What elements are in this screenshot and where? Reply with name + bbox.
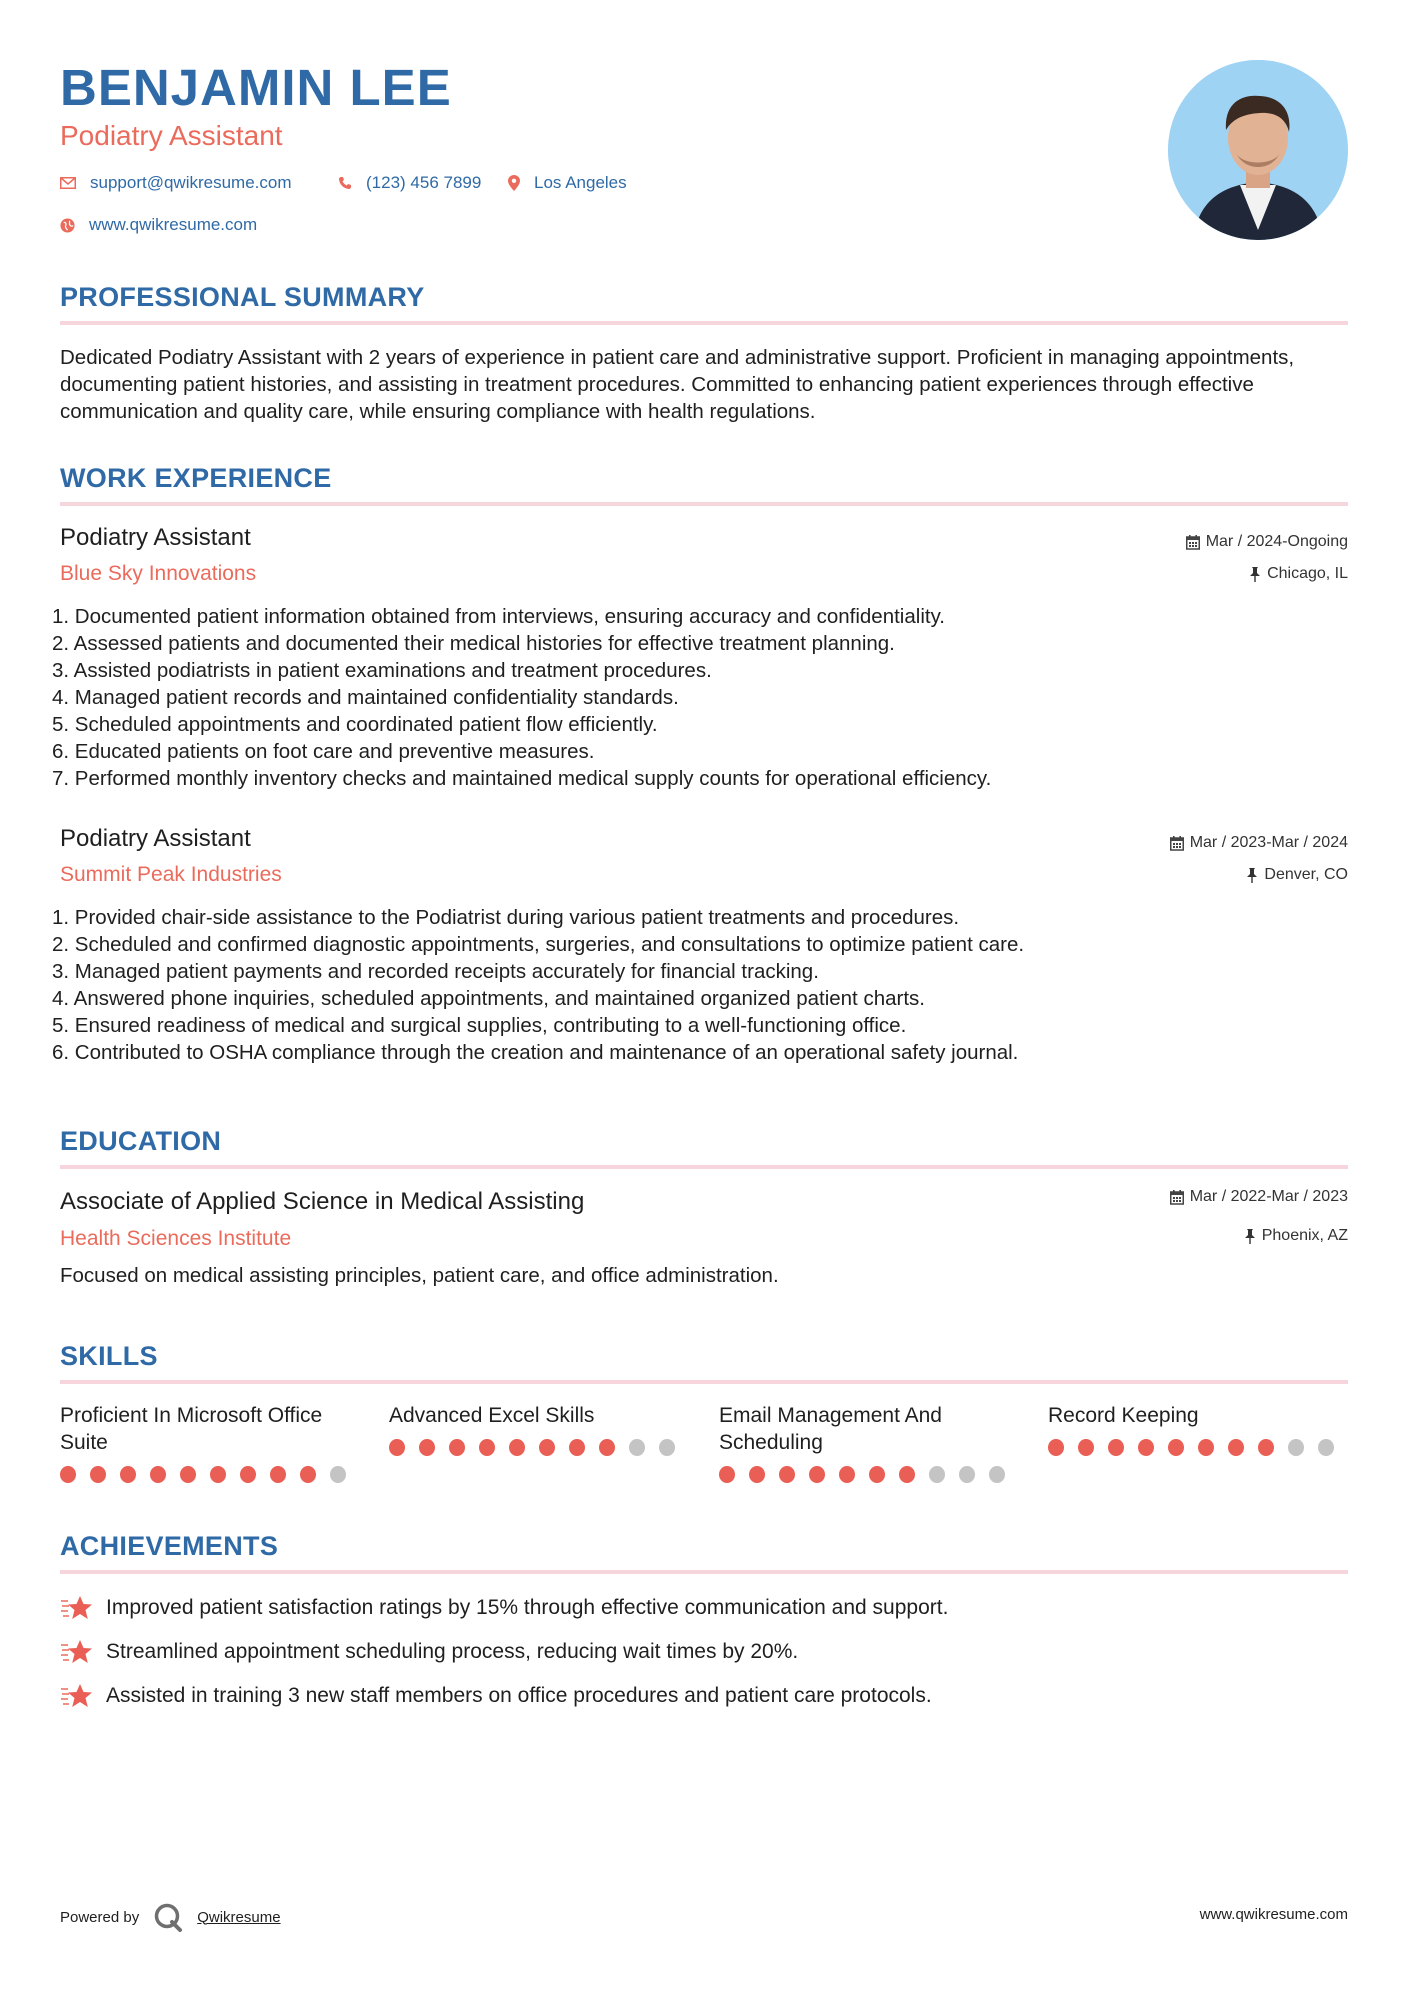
rating-dot-filled [1108, 1439, 1124, 1456]
list-item: 5. Ensured readiness of medical and surgical supplies, contributing to a well-functioning office. [52, 1014, 907, 1037]
skill-item [60, 1402, 360, 1483]
star-icon [60, 1637, 94, 1667]
globe-icon [60, 218, 75, 233]
rating-dot-filled [300, 1466, 316, 1483]
location-text: Los Angeles [534, 173, 627, 192]
rating-dot-filled [869, 1466, 885, 1483]
summary-heading: PROFESSIONAL SUMMARY [60, 282, 425, 312]
rating-dot-filled [839, 1466, 855, 1483]
skill-rating [60, 1466, 360, 1483]
skill-name: Email Management And Scheduling [719, 1404, 942, 1454]
rating-dot-empty [659, 1439, 675, 1456]
education-heading: EDUCATION [60, 1126, 222, 1156]
skill-rating [1048, 1439, 1348, 1456]
pushpin-icon [1244, 1229, 1256, 1244]
rating-dot-filled [809, 1466, 825, 1483]
rating-dot-filled [569, 1439, 585, 1456]
list-item: 1. Provided chair-side assistance to the Podiatrist during various patient treatments and procedures. [52, 906, 960, 929]
rating-dot-empty [989, 1466, 1005, 1483]
rating-dot-filled [1138, 1439, 1154, 1456]
profile-photo [1168, 60, 1348, 240]
calendar-icon [1170, 836, 1184, 851]
rating-dot-empty [1288, 1439, 1304, 1456]
rating-dot-empty [1318, 1439, 1334, 1456]
job-2-location-text: Denver, CO [1264, 866, 1348, 883]
location-pin-icon [508, 175, 520, 191]
list-item: 7. Performed monthly inventory checks and maintained medical supply counts for operational efficiency. [52, 767, 992, 790]
achievement-text: Streamlined appointment scheduling process, reducing wait times by 20%. [106, 1640, 799, 1663]
email-icon [60, 177, 76, 189]
rating-dot-filled [479, 1439, 495, 1456]
education-description: Focused on medical assisting principles, patient care, and office administration. [60, 1264, 779, 1287]
pushpin-icon [1249, 567, 1261, 582]
rating-dot-filled [509, 1439, 525, 1456]
rating-dot-filled [779, 1466, 795, 1483]
list-item: 5. Scheduled appointments and coordinated patient flow efficiently. [52, 713, 658, 736]
rating-dot-filled [899, 1466, 915, 1483]
contact-phone[interactable] [338, 173, 481, 193]
website-text: www.qwikresume.com [89, 215, 258, 234]
rating-dot-filled [240, 1466, 256, 1483]
job-2-date [1170, 834, 1348, 852]
achievement-text: Improved patient satisfaction ratings by 15% through effective communication and support. [106, 1596, 949, 1619]
summary-text: Dedicated Podiatry Assistant with 2 years of experience in patient care and administrative support. Proficient in managing appointments, documenting patient histories, and assisting in treatment procedures. Committed to enhancing patient experiences through effective communication and quality care, while ensuring compliance with health regulations. [60, 346, 1295, 423]
skills-heading: SKILLS [60, 1341, 158, 1371]
candidate-role: Podiatry Assistant [60, 120, 283, 151]
skill-name: Record Keeping [1048, 1404, 1199, 1427]
list-item: 6. Educated patients on foot care and preventive measures. [52, 740, 595, 763]
footer-powered-by [60, 1902, 281, 1932]
achievements-divider [60, 1570, 1348, 1574]
list-item: 2. Scheduled and confirmed diagnostic appointments, surgeries, and consultations to optimize patient care. [52, 933, 1025, 956]
list-item: 6. Contributed to OSHA compliance through the creation and maintenance of an operational safety journal. [52, 1041, 1019, 1064]
skill-rating [389, 1439, 689, 1456]
rating-dot-filled [1078, 1439, 1094, 1456]
rating-dot-filled [389, 1439, 405, 1456]
list-item: 3. Managed patient payments and recorded receipts accurately for financial tracking. [52, 960, 819, 983]
education-location-text: Phoenix, AZ [1261, 1227, 1348, 1244]
skill-rating [719, 1466, 1019, 1483]
rating-dot-filled [1258, 1439, 1274, 1456]
list-item: 4. Managed patient records and maintained confidentiality standards. [52, 686, 679, 709]
education-divider [60, 1165, 1348, 1169]
list-item: 2. Assessed patients and documented their medical histories for effective treatment planning. [52, 632, 895, 655]
rating-dot-filled [719, 1466, 735, 1483]
achievement-item [60, 1681, 932, 1711]
email-text: support@qwikresume.com [90, 173, 292, 192]
achievements-heading: ACHIEVEMENTS [60, 1531, 279, 1561]
rating-dot-filled [210, 1466, 226, 1483]
phone-text: (123) 456 7899 [366, 173, 482, 192]
experience-divider [60, 502, 1348, 506]
list-item: 4. Answered phone inquiries, scheduled appointments, and maintained organized patient charts. [52, 987, 925, 1010]
experience-heading: WORK EXPERIENCE [60, 463, 332, 493]
contact-location [508, 173, 627, 193]
rating-dot-filled [1168, 1439, 1184, 1456]
rating-dot-empty [629, 1439, 645, 1456]
rating-dot-filled [90, 1466, 106, 1483]
powered-by-text: Powered by [60, 1908, 140, 1926]
rating-dot-empty [330, 1466, 346, 1483]
contact-email[interactable] [60, 173, 292, 193]
rating-dot-empty [929, 1466, 945, 1483]
job-2-bullets [52, 904, 1024, 1066]
skills-divider [60, 1380, 1348, 1384]
qwikresume-logo-icon [153, 1902, 185, 1932]
calendar-icon [1170, 1190, 1184, 1205]
job-1-title: Podiatry Assistant [60, 524, 251, 551]
achievement-text: Assisted in training 3 new staff members on office procedures and patient care protocols. [106, 1684, 932, 1707]
candidate-name: BENJAMIN LEE [60, 59, 452, 116]
rating-dot-filled [449, 1439, 465, 1456]
phone-icon [338, 176, 352, 190]
job-1-date-text: Mar / 2024-Ongoing [1205, 533, 1348, 550]
skill-item [1048, 1402, 1348, 1456]
footer-site[interactable]: www.qwikresume.com [1199, 1906, 1348, 1923]
list-item: 1. Documented patient information obtained from interviews, ensuring accuracy and confidentiality. [52, 605, 945, 628]
rating-dot-filled [180, 1466, 196, 1483]
education-school: Health Sciences Institute [60, 1227, 292, 1250]
brand-link[interactable]: Qwikresume [197, 1908, 281, 1926]
job-1-location [1249, 565, 1348, 583]
rating-dot-empty [959, 1466, 975, 1483]
job-1-location-text: Chicago, IL [1267, 565, 1348, 582]
achievement-item [60, 1637, 798, 1667]
contact-website[interactable] [60, 215, 257, 235]
education-date-text: Mar / 2022-Mar / 2023 [1189, 1188, 1348, 1205]
rating-dot-filled [150, 1466, 166, 1483]
education-date [1170, 1188, 1348, 1206]
rating-dot-filled [1048, 1439, 1064, 1456]
rating-dot-filled [749, 1466, 765, 1483]
rating-dot-filled [120, 1466, 136, 1483]
rating-dot-filled [1198, 1439, 1214, 1456]
job-1-company: Blue Sky Innovations [60, 562, 257, 585]
job-1-bullets [52, 603, 991, 792]
education-degree: Associate of Applied Science in Medical Assisting [60, 1188, 585, 1215]
skill-item [719, 1402, 1019, 1483]
achievement-item [60, 1593, 948, 1623]
rating-dot-filled [599, 1439, 615, 1456]
rating-dot-filled [60, 1466, 76, 1483]
skill-name: Advanced Excel Skills [389, 1404, 595, 1427]
rating-dot-filled [1228, 1439, 1244, 1456]
education-location [1244, 1227, 1348, 1245]
skill-item [389, 1402, 689, 1456]
pushpin-icon [1246, 868, 1258, 883]
job-1-date [1186, 533, 1348, 551]
star-icon [60, 1681, 94, 1711]
rating-dot-filled [270, 1466, 286, 1483]
skill-name: Proficient In Microsoft Office Suite [60, 1404, 323, 1454]
job-2-date-text: Mar / 2023-Mar / 2024 [1189, 834, 1348, 851]
rating-dot-filled [419, 1439, 435, 1456]
rating-dot-filled [539, 1439, 555, 1456]
job-2-title: Podiatry Assistant [60, 825, 251, 852]
summary-divider [60, 321, 1348, 325]
star-icon [60, 1593, 94, 1623]
calendar-icon [1186, 535, 1200, 550]
list-item: 3. Assisted podiatrists in patient examinations and treatment procedures. [52, 659, 712, 682]
job-2-location [1246, 866, 1348, 884]
job-2-company: Summit Peak Industries [60, 863, 282, 886]
